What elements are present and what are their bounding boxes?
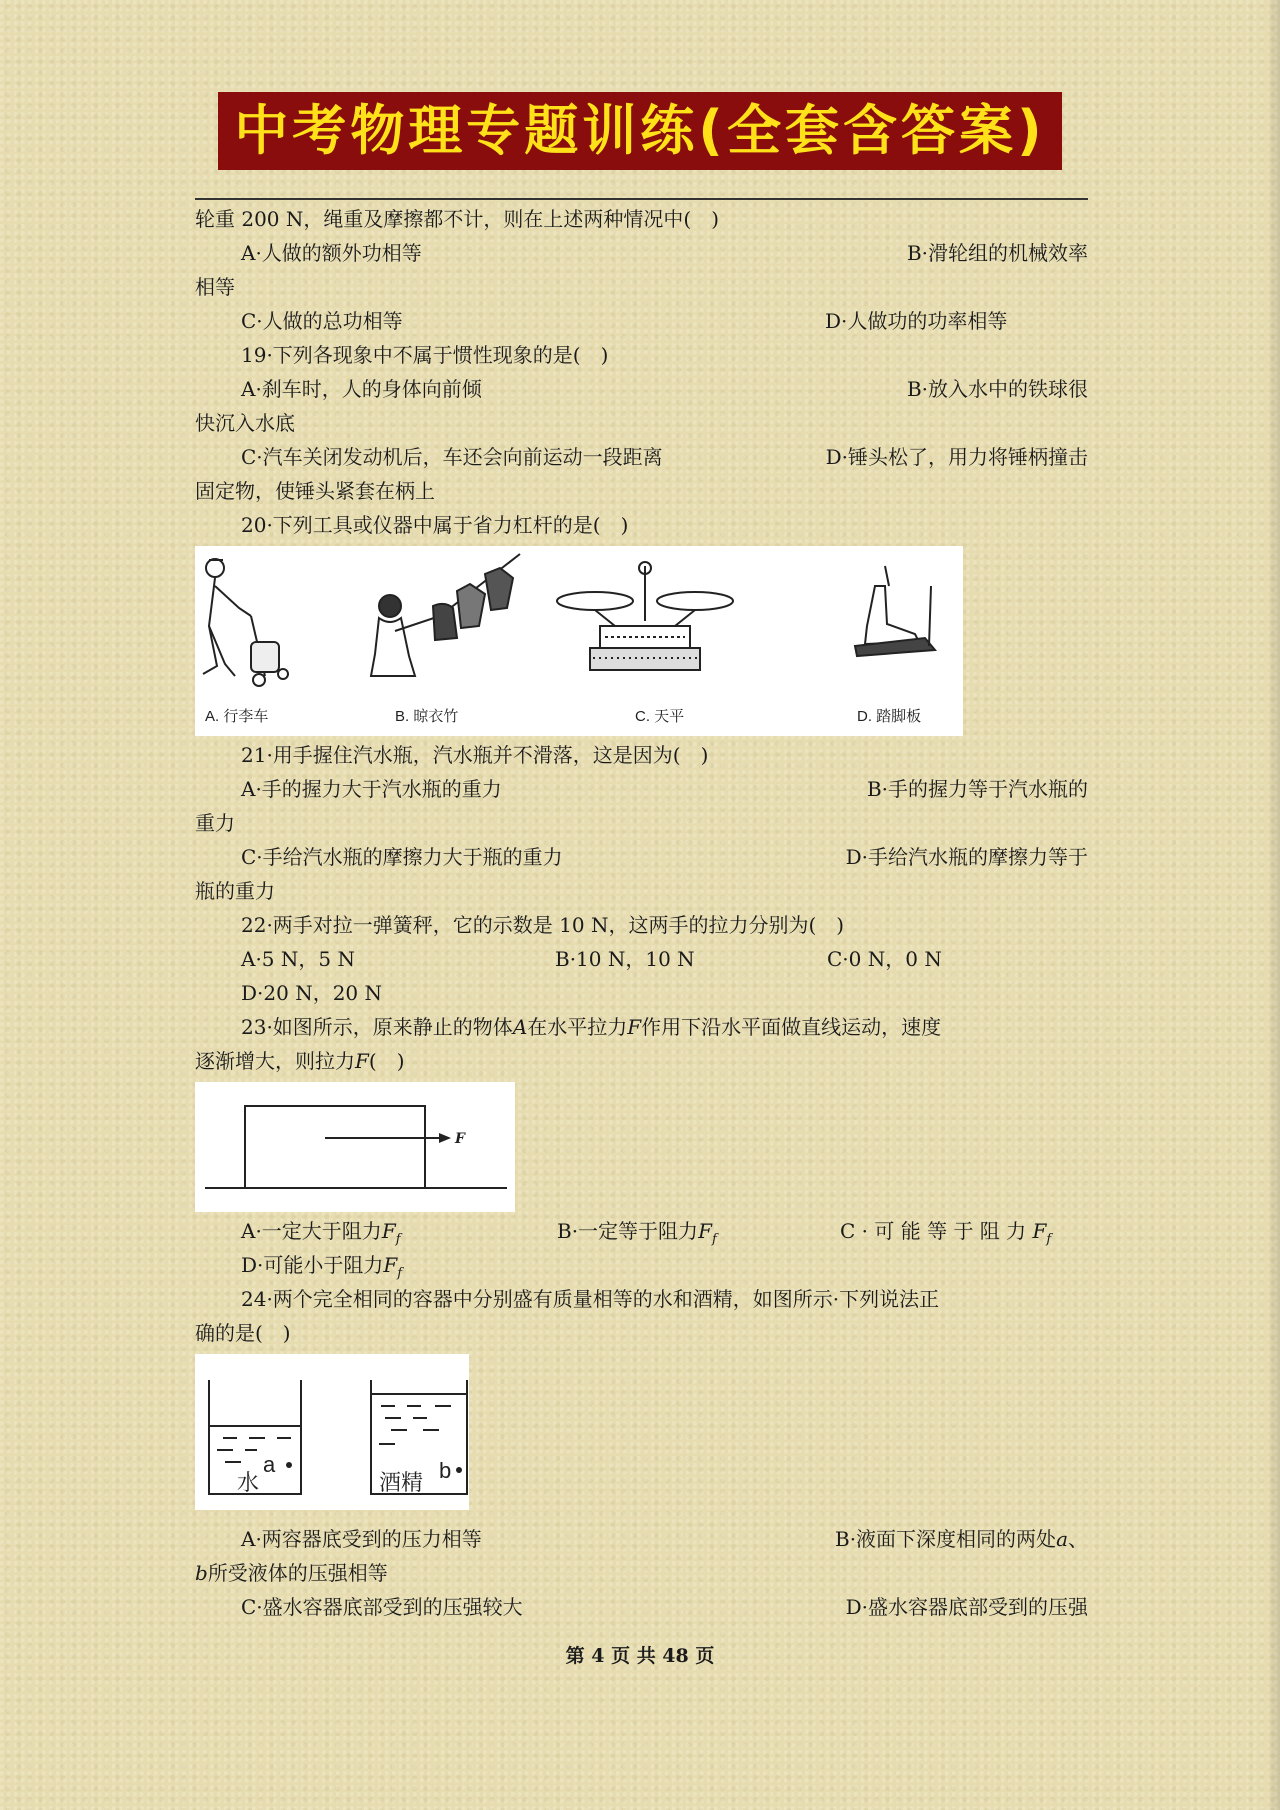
force-label: F xyxy=(455,1131,465,1147)
q24-option-b-text: B·液面下深度相同的两处 xyxy=(835,1527,1057,1551)
q22-stem: 22·两手对拉一弹簧秤，它的示数是 10 N，这两手的拉力分别为( ) xyxy=(241,913,845,937)
q20-figure xyxy=(195,546,963,736)
q24-option-b-cont xyxy=(195,1556,1088,1590)
q22-options-row1 xyxy=(195,942,1088,976)
q19-option-c: C·汽车关闭发动机后，车还会向前运动一段距离 xyxy=(241,445,663,469)
page-edge-shadow xyxy=(1266,0,1280,1810)
q22-option-b: B·10 N，10 N xyxy=(555,947,695,971)
q24-option-b-var-b: b xyxy=(195,1561,208,1585)
q24-option-a: A·两容器底受到的压力相等 xyxy=(241,1527,482,1551)
q24-figure xyxy=(195,1354,469,1510)
q23-stem-text-1: 23·如图所示，原来静止的物体 xyxy=(241,1015,513,1039)
q22-option-c: C·0 N，0 N xyxy=(827,947,942,971)
q23-option-c-sub: f xyxy=(1046,1232,1052,1247)
q19-option-a: A·刹车时，人的身体向前倾 xyxy=(241,377,482,401)
q21-option-b: B·手的握力等于汽水瓶的 xyxy=(866,777,1088,801)
q23-figure-drawing xyxy=(195,1082,515,1212)
page-title: 中考物理专题训练(全套含答案) xyxy=(218,92,1062,170)
alcohol-label: 酒精 xyxy=(379,1470,424,1495)
point-a-marker xyxy=(286,1462,292,1468)
q23-stem-cont-paren: ( ) xyxy=(368,1049,405,1073)
point-b-marker xyxy=(456,1467,462,1473)
q19-options-row2 xyxy=(195,440,1088,474)
q20-label-d: D. 踏脚板 xyxy=(857,708,922,725)
q21-option-d-cont: 瓶的重力 xyxy=(195,879,275,903)
q23-var-f: F xyxy=(627,1015,642,1039)
q23-option-a-text: A·一定大于阻力 xyxy=(241,1219,382,1243)
q24-option-c: C·盛水容器底部受到的压强较大 xyxy=(241,1595,523,1619)
block-a xyxy=(245,1106,425,1188)
q21-options-row1 xyxy=(195,772,1088,806)
q18-options-row1 xyxy=(195,236,1088,270)
q24-stem: 24·两个完全相同的容器中分别盛有质量相等的水和酒精，如图所示·下列说法正 xyxy=(241,1287,940,1311)
q19-option-b: B·放入水中的铁球很 xyxy=(906,377,1088,401)
q23-option-d-force: F xyxy=(383,1253,398,1277)
q23-var-a: A xyxy=(512,1015,528,1039)
q24-options-row1 xyxy=(195,1522,1088,1556)
q24-figure-drawing xyxy=(195,1354,469,1510)
balance-illustration xyxy=(557,562,733,670)
q21-options-row2 xyxy=(195,840,1088,874)
header-rule xyxy=(195,198,1088,200)
q24-options-row2 xyxy=(195,1590,1088,1624)
q21-option-d: D·手给汽水瓶的摩擦力等于 xyxy=(845,845,1088,869)
q24-option-b-cont-text: 所受液体的压强相等 xyxy=(207,1561,388,1585)
force-arrow-head xyxy=(439,1133,451,1143)
q23-option-b-text: B·一定等于阻力 xyxy=(557,1219,699,1243)
q18-options-row2 xyxy=(195,304,1088,338)
q19-option-d: D·锤头松了，用力将锤柄撞击 xyxy=(825,445,1088,469)
q18-option-d: D·人做功的功率相等 xyxy=(825,309,1008,333)
q19-options-row1 xyxy=(195,372,1088,406)
q23-stem xyxy=(195,1010,1088,1044)
q23-option-a-force: F xyxy=(381,1219,396,1243)
q20-label-b: B. 晾衣竹 xyxy=(395,708,459,725)
q19-option-d-cont: 固定物，使锤头紧套在柄上 xyxy=(195,479,435,503)
q18-option-b-cont: 相等 xyxy=(195,275,235,299)
q20-figure-drawing xyxy=(195,546,963,736)
q18-option-a: A·人做的额外功相等 xyxy=(241,241,422,265)
q23-option-b-force: F xyxy=(698,1219,712,1243)
luggage-cart-illustration xyxy=(203,559,288,686)
q23-option-d xyxy=(195,1248,1088,1282)
q22-option-a: A·5 N，5 N xyxy=(241,947,355,971)
page-footer: 第 4 页 共 48 页 xyxy=(565,1645,715,1667)
q23-stem-cont xyxy=(195,1044,1088,1078)
water-label: 水 xyxy=(237,1470,260,1495)
q23-stem-text-3: 作用下沿水平面做直线运动，速度 xyxy=(641,1015,942,1039)
q21-option-c: C·手给汽水瓶的摩擦力大于瓶的重力 xyxy=(241,845,563,869)
clothes-pole-illustration xyxy=(371,554,520,676)
q23-option-a xyxy=(241,1219,401,1247)
q24-option-b xyxy=(835,1522,1088,1556)
q23-option-d-sub: f xyxy=(397,1266,403,1281)
q19-option-b-cont: 快沉入水底 xyxy=(195,411,295,435)
q23-options-row1 xyxy=(195,1214,1088,1248)
q20-label-c: C. 天平 xyxy=(635,708,685,725)
q24-stem-cont: 确的是( ) xyxy=(195,1321,291,1345)
q20-label-a: A. 行李车 xyxy=(205,708,269,725)
document-body xyxy=(195,202,1088,1624)
q18-option-b: B·滑轮组的机械效率 xyxy=(906,241,1088,265)
q24-option-b-sep: 、 xyxy=(1068,1527,1088,1551)
q23-option-b-sub: f xyxy=(711,1232,717,1247)
q24-option-d: D·盛水容器底部受到的压强 xyxy=(845,1595,1088,1619)
q18-stem-tail: 轮重 200 N，绳重及摩擦都不计，则在上述两种情况中( ) xyxy=(195,207,719,231)
q21-stem: 21·用手握住汽水瓶，汽水瓶并不滑落，这是因为( ) xyxy=(241,743,709,767)
q21-option-a: A·手的握力大于汽水瓶的重力 xyxy=(241,777,502,801)
q23-option-c-force: F xyxy=(1032,1219,1047,1243)
q23-option-c-text: C · 可 能 等 于 阻 力 xyxy=(840,1219,1027,1243)
q21-option-b-cont: 重力 xyxy=(195,811,235,835)
q23-option-a-sub: f xyxy=(395,1232,401,1247)
q22-option-d: D·20 N，20 N xyxy=(241,981,383,1005)
q19-stem: 19·下列各现象中不属于惯性现象的是( ) xyxy=(241,343,609,367)
q20-stem: 20·下列工具或仪器中属于省力杠杆的是( ) xyxy=(241,513,629,537)
q23-stem-cont-var: F xyxy=(355,1049,369,1073)
q18-option-c: C·人做的总功相等 xyxy=(241,309,403,333)
q24-option-b-var-a: a xyxy=(1056,1527,1068,1551)
q23-stem-cont-text: 逐渐增大，则拉力 xyxy=(195,1049,355,1073)
point-b-label: b xyxy=(439,1458,452,1483)
q23-stem-text-2: 在水平拉力 xyxy=(527,1015,628,1039)
foot-pedal-illustration xyxy=(855,566,935,656)
point-a-label: a xyxy=(263,1452,276,1477)
q23-option-d-text: D·可能小于阻力 xyxy=(241,1253,384,1277)
q23-figure xyxy=(195,1082,515,1212)
